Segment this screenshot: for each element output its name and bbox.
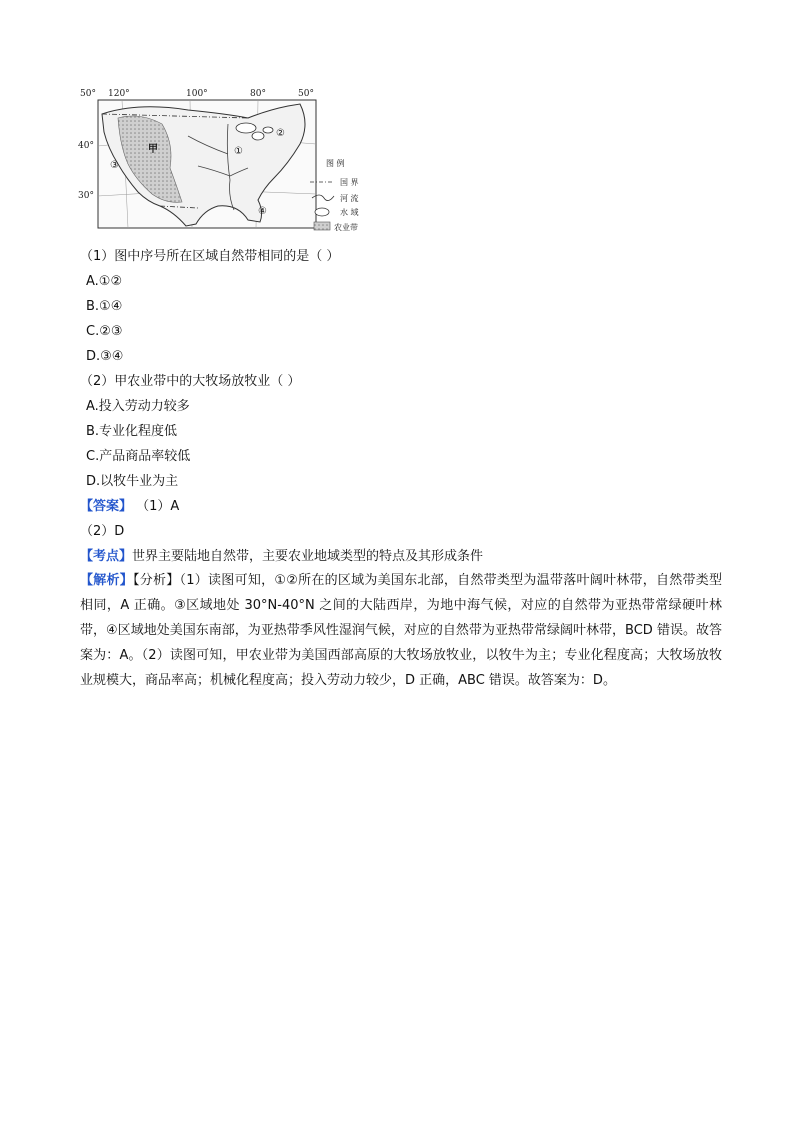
q1-option-c: C.②③ [86,324,123,339]
q1-option-a: A.①② [86,274,123,289]
analysis-tag: 【解析】 [80,573,134,588]
lat-label-40n: 40° [78,141,94,151]
north-america-map-figure [78,84,370,236]
region-label-jia: 甲 [148,144,158,155]
kaodian-text: 世界主要陆地自然带，主要农业地域类型的特点及其形成条件 [132,549,484,564]
q1-option-b: B.①④ [86,299,123,314]
legend-item-water [315,207,359,217]
q2-option-a: A.投入劳动力较多 [86,399,190,414]
q1-stem: （1）图中序号所在区域自然带相同的是（ ） [80,249,340,264]
q2-stem: （2）甲农业带中的大牧场放牧业（ ） [80,374,301,389]
answer-line-1 [80,494,720,519]
svg-text:国 界: 国 界 [340,178,359,187]
answer-tag: 【答案】 [80,499,133,514]
lon-label-50w: 50° [80,89,96,99]
q2-option-b: B.专业化程度低 [86,424,178,439]
lon-label-50w-right: 50° [298,89,314,99]
q1-option-d: D.③④ [86,349,124,364]
legend-item-boundary [310,178,359,187]
lon-label-100w: 100° [186,89,208,99]
answer-2: （2）D [80,524,125,539]
kaodian-tag: 【考点】 [80,549,133,564]
map-svg [78,84,370,236]
analysis-paragraph [80,568,722,693]
q2-option-d: D.以牧牛业为主 [86,474,179,489]
lon-label-120w: 120° [108,89,130,99]
q2-option-c: C.产品商品率较低 [86,449,191,464]
marker-4: ④ [258,206,267,217]
marker-1: ① [234,146,243,157]
kaodian-line [80,544,720,569]
question-block [80,244,720,569]
answer-1: （1）A [136,499,180,514]
svg-text:农业带: 农业带 [334,223,358,232]
svg-text:河 流: 河 流 [340,194,359,203]
lon-label-80w: 80° [250,89,266,99]
lat-label-30n: 30° [78,191,94,201]
legend-title: 图 例 [326,159,345,168]
marker-3: ③ [110,160,119,171]
legend-item-river [312,193,359,203]
legend-item-agri-belt [314,222,358,232]
marker-2: ② [276,128,285,139]
svg-text:水 域: 水 域 [340,208,359,217]
analysis-text: 【分析】（1）读图可知，①②所在的区域为美国东北部，自然带类型为温带落叶阔叶林带，自然带类型相同，A 正确。③区域地处 30°N-40°N 之间的大陆西岸，为地中海气候，对应的自然带为亚热带常绿硬叶林带，④区域地处美国东南部，为亚热带季风性湿润气候，对应的自然带为亚热带常绿阔叶林带，BCD 错误。故答案为：A。（2）读图可知，甲农业带为美国西部高原的大牧场放牧业，以牧牛为主；专业化程度高；大牧场放牧业规模大，商品率高；机械化程度高；投入劳动力较少，D 正确，ABC 错误。故答案为：D。 [80,573,722,688]
